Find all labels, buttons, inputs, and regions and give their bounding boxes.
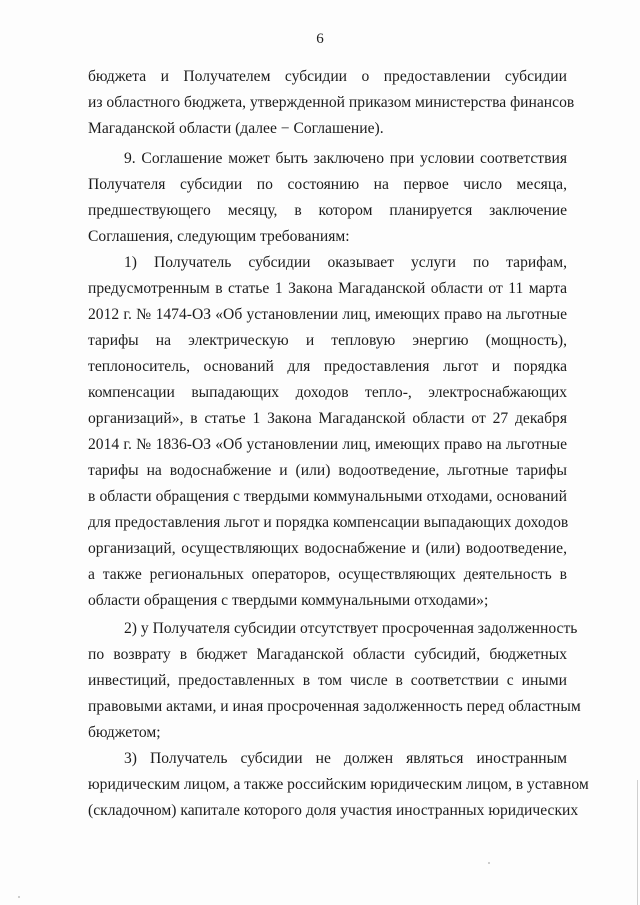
text-line: для предоставления льгот и порядка компенсации выпадающих доходов <box>88 514 569 531</box>
text-line: (складочном) капитале которого доля участия иностранных юридических <box>88 802 579 819</box>
item-2-first-line: 2) у Получателя субсидии отсутствует просроченная задолженность <box>124 620 578 637</box>
text-line: а также региональных операторов, осуществляющих деятельность в <box>88 566 567 583</box>
page-number: 6 <box>316 31 324 47</box>
text-line: бюджетом; <box>88 724 161 741</box>
text-line: компенсации выпадающих доходов тепло-, электроснабжающих <box>88 384 567 401</box>
text-line: организаций, осуществляющих водоснабжение и (или) водоотведение, <box>88 540 567 557</box>
text-line: юридическим лицом, а также российским юридическим лицом, в уставном <box>88 776 589 793</box>
paragraph-9-first-line: 9. Соглашение может быть заключено при условии соответствия <box>124 150 567 167</box>
text-line: Соглашения, следующим требованиям: <box>88 228 350 245</box>
text-line: инвестиций, предоставленных в том числе в соответствии с иными <box>88 672 567 689</box>
text-line: теплоноситель, оснований для предоставления льгот и порядка <box>88 358 567 375</box>
item-1-first-line: 1) Получатель субсидии оказывает услуги по тарифам, <box>124 254 567 271</box>
scan-edge-artifact <box>637 780 638 905</box>
text-line: 2014 г. № 1836-ОЗ «Об установлении лиц, имеющих право на льготные <box>88 436 567 453</box>
text-line: бюджета и Получателем субсидии о предоставлении субсидии <box>88 68 567 85</box>
scan-speck <box>18 896 20 898</box>
text-line: предусмотренным в статье 1 Закона Магаданской области от 11 марта <box>88 280 567 297</box>
text-line: Магаданской области (далее − Соглашение). <box>88 120 384 137</box>
text-line: по возврату в бюджет Магаданской области субсидий, бюджетных <box>88 646 567 663</box>
item-3-first-line: 3) Получатель субсидии не должен являться иностранным <box>124 750 567 767</box>
text-line: тарифы на водоснабжение и (или) водоотведение, льготные тарифы <box>88 462 567 479</box>
scan-speck <box>488 862 490 864</box>
text-line: правовыми актами, и иная просроченная задолженность перед областным <box>88 698 581 715</box>
text-line: из областного бюджета, утвержденной приказом министерства финансов <box>88 94 575 111</box>
text-line: тарифы на электрическую и тепловую энергию (мощность), <box>88 332 567 349</box>
text-line: в области обращения с твердыми коммунальными отходами, оснований <box>88 488 567 505</box>
text-line: Получателя субсидии по состоянию на первое число месяца, <box>88 176 567 193</box>
text-line: предшествующего месяцу, в котором планируется заключение <box>88 202 567 219</box>
text-line: области обращения с твердыми коммунальными отходами»; <box>88 592 489 609</box>
text-line: организаций», в статье 1 Закона Магаданской области от 27 декабря <box>88 410 567 427</box>
text-line: 2012 г. № 1474-ОЗ «Об установлении лиц, имеющих право на льготные <box>88 306 567 323</box>
